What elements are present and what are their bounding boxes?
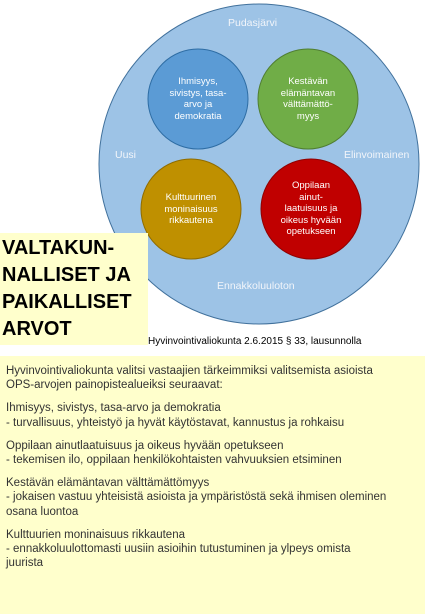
info-intro-line: Hyvinvointivaliokunta valitsi vastaajien tärkeimmiksi valitsemista asioista: [6, 365, 373, 377]
circle-ihmisyys-line: demokratia: [174, 110, 222, 122]
info-item: [6, 401, 417, 429]
info-item-heading: Oppilaan ainutlaatuisuus ja oikeus hyvään opetukseen: [6, 439, 284, 452]
info-item: [6, 476, 417, 519]
label-pudasjarvi: Pudasjärvi: [228, 17, 278, 29]
circle-ihmisyys-label: [153, 76, 243, 122]
circle-kulttuurinen-line: Kulttuurinen: [165, 192, 217, 203]
info-item: [6, 439, 417, 467]
info-item-heading: Ihmisyys, sivistys, tasa-arvo ja demokratia: [6, 402, 221, 415]
label-ennakkoluuloton: Ennakkoluuloton: [217, 280, 295, 292]
circle-oppilaan-line: laatuisuus ja: [284, 203, 338, 214]
section-title-line: ARVOT: [2, 318, 72, 340]
info-box: [0, 356, 425, 614]
label-uusi: Uusi: [115, 149, 137, 161]
circle-oppilaan-line: opetukseen: [286, 226, 336, 237]
info-item-detail: - jokaisen vastuu yhteisistä asioista ja ympäristöstä sekä ihmisen oleminen: [6, 491, 387, 504]
info-item-heading: Kulttuurien moninaisuus rikkautena: [6, 528, 185, 541]
info-item-detail: juurista: [6, 557, 44, 570]
info-item: [6, 528, 417, 571]
decision-reference: Hyvinvointivaliokunta 2.6.2015 § 33, lausunnolla: [148, 336, 362, 347]
circle-kulttuurinen-label: [146, 192, 236, 227]
circle-ihmisyys-line: sivistys, tasa-: [169, 87, 227, 99]
circle-kestava-line: myys: [296, 110, 320, 122]
section-title: [0, 233, 148, 345]
circle-kestava-line: Kestävän: [288, 76, 328, 87]
section-title-line: VALTAKUN-: [2, 237, 115, 259]
circle-kestava-line: välttämättö-: [283, 99, 333, 110]
circle-kestava-label: [263, 76, 353, 122]
circle-ihmisyys-line: arvo ja: [183, 99, 213, 110]
circle-kulttuurinen-line: moninaisuus: [164, 203, 218, 215]
circle-oppilaan-line: Oppilaan: [291, 180, 331, 191]
info-intro: [6, 364, 417, 392]
label-elinvoimainen: Elinvoimainen: [344, 149, 410, 161]
section-title-line: PAIKALLISET: [2, 291, 132, 313]
circle-kulttuurinen-line: rikkautena: [169, 215, 213, 226]
section-title-line: NALLISET JA: [2, 264, 131, 286]
circle-oppilaan-label: [266, 180, 356, 238]
info-intro-line: OPS-arvojen painopistealueiksi seuraavat:: [6, 379, 223, 392]
info-item-detail: - tekemisen ilo, oppilaan henkilökohtaisten vahvuuksien etsiminen: [6, 454, 342, 467]
info-item-detail: - turvallisuus, yhteistyö ja hyvät käytöstavat, kannustus ja rohkaisu: [6, 416, 345, 429]
info-item-detail: - ennakkoluulottomasti uusiin asioihin tutustuminen ja ylpeys omista: [6, 543, 351, 556]
circle-ihmisyys-line: Ihmisyys,: [178, 76, 218, 87]
circle-oppilaan-line: oikeus hyvään: [280, 214, 342, 226]
circle-oppilaan-line: ainut-: [299, 191, 323, 203]
circle-kestava-line: elämäntavan: [280, 87, 336, 99]
info-item-detail: osana luontoa: [6, 505, 79, 518]
info-item-heading: Kestävän elämäntavan välttämättömyys: [6, 477, 210, 490]
